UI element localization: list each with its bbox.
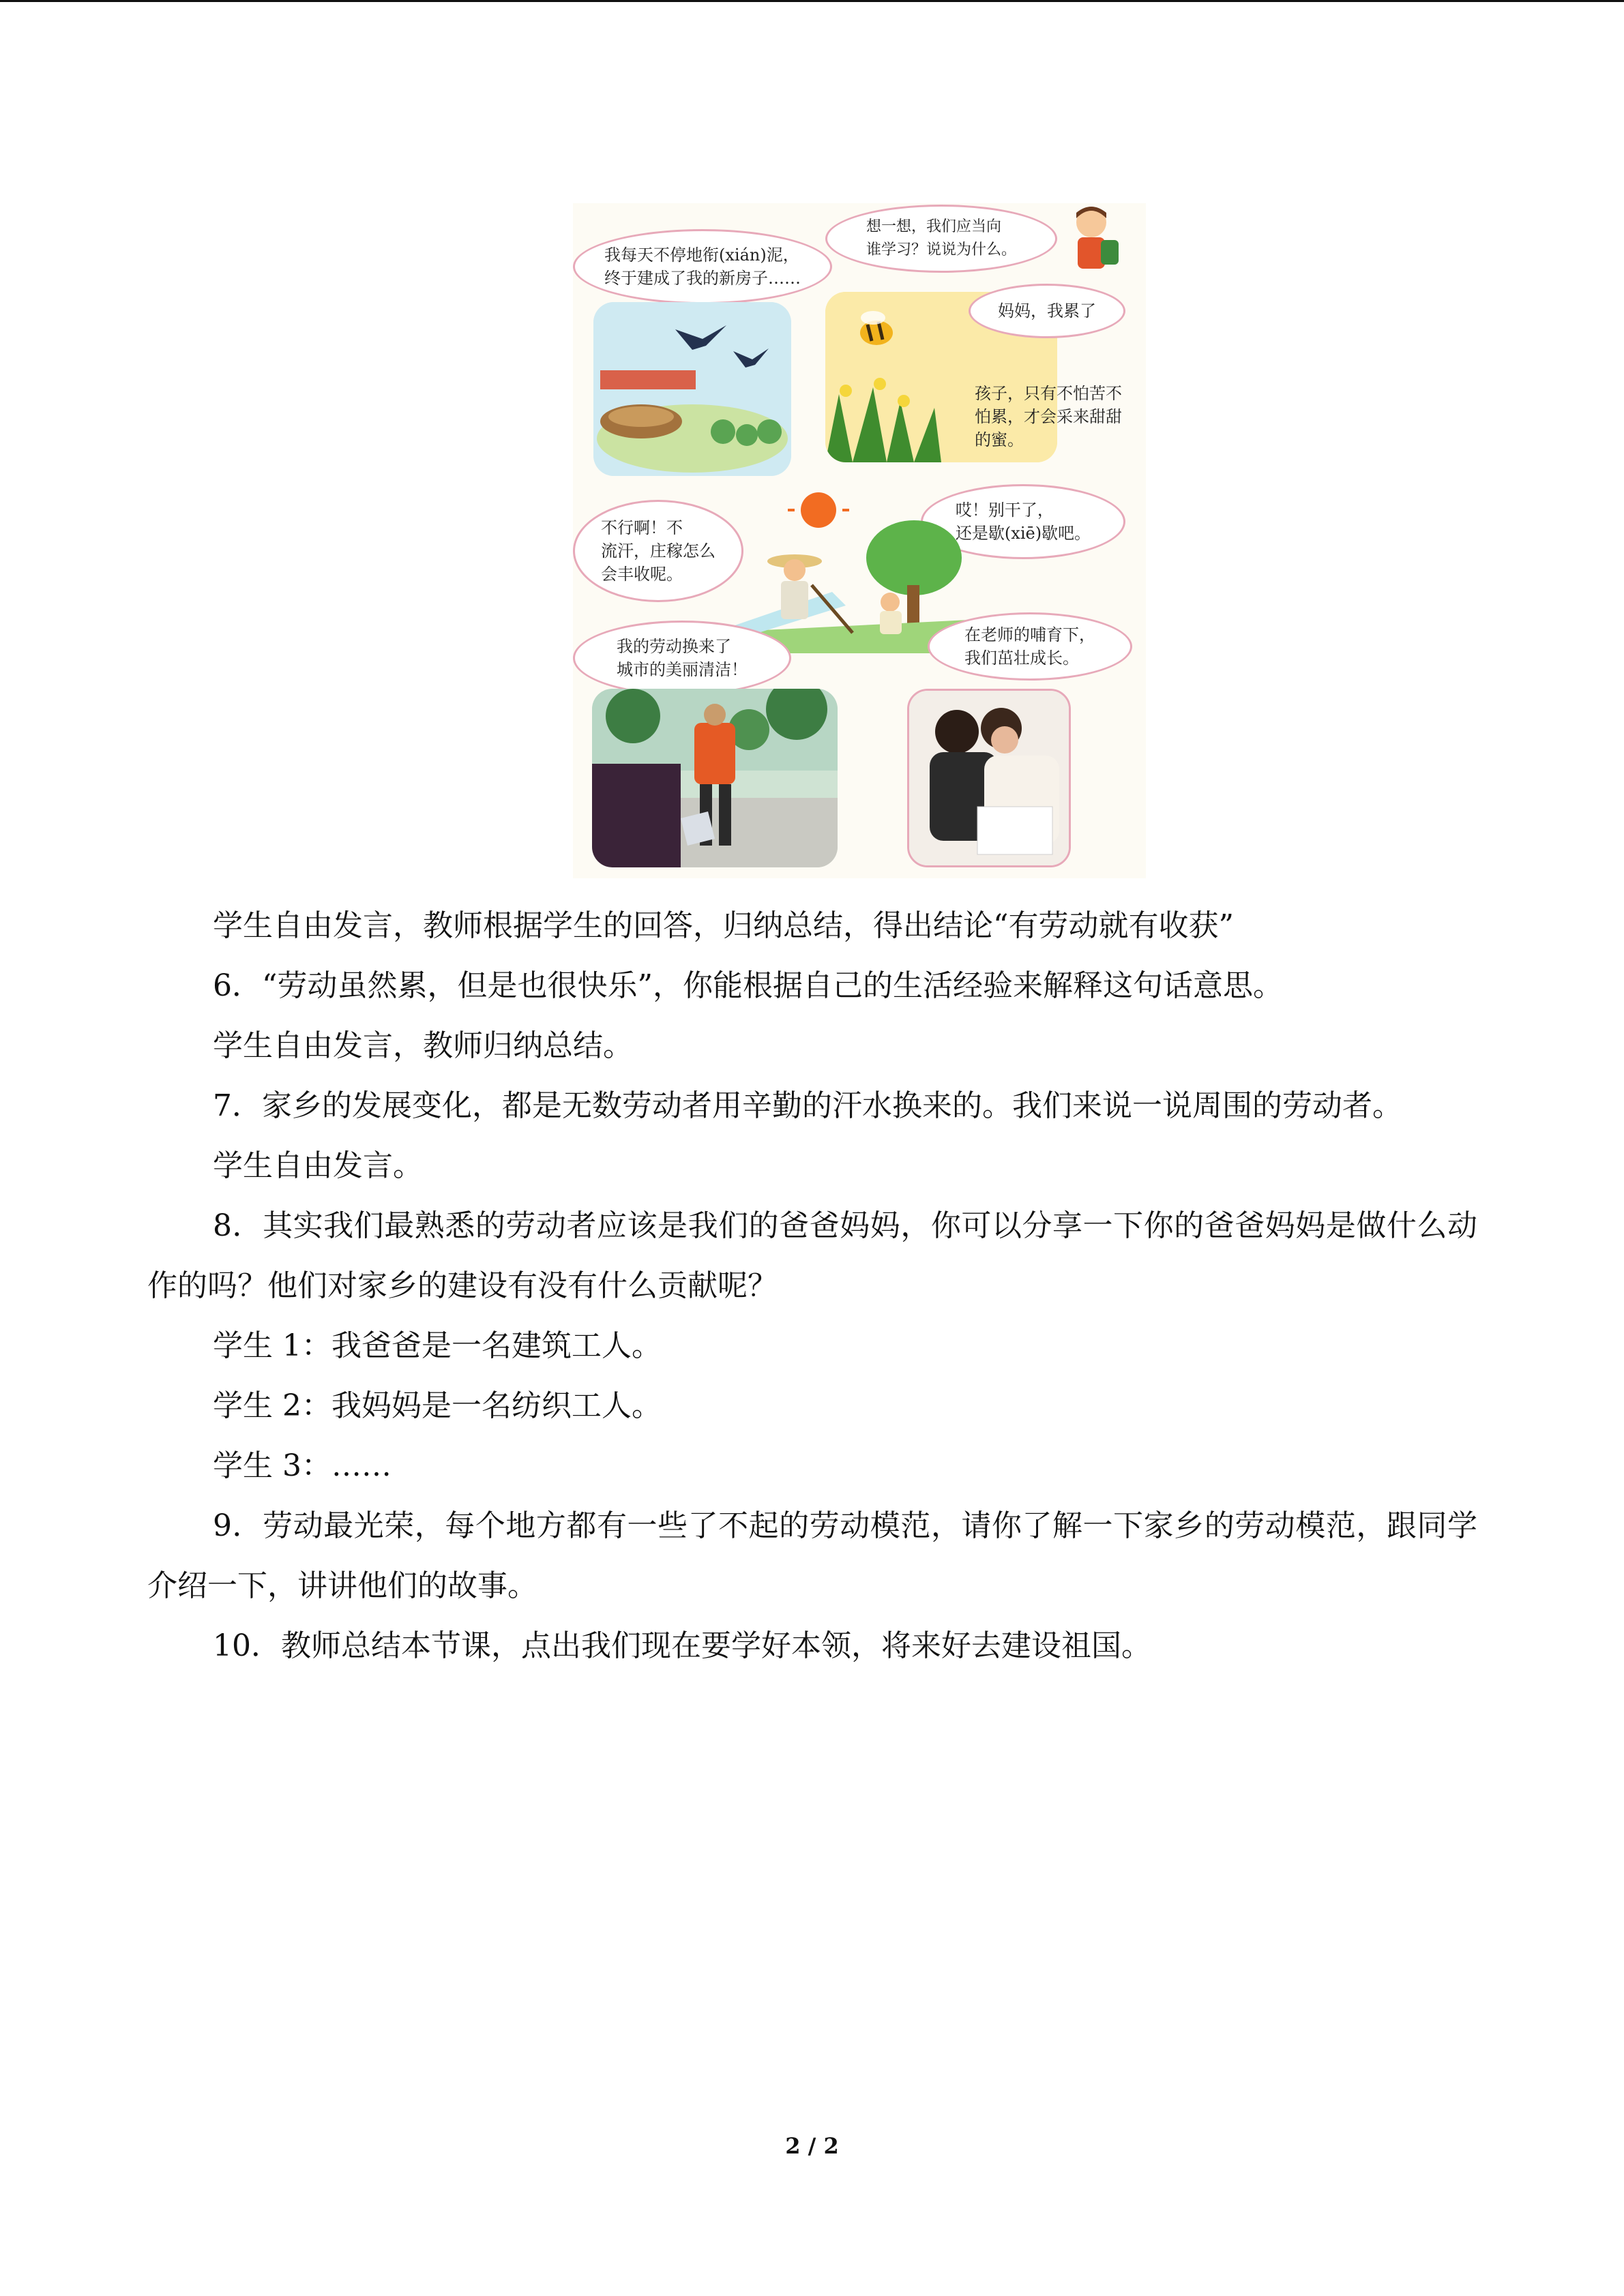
paragraph-item-10: 10．教师总结本节课，点出我们现在要学好本领，将来好去建设祖国。 <box>213 1628 1151 1663</box>
speech-bubble-teacher: 在老师的哺育下， 我们茁壮成长。 <box>928 612 1132 681</box>
street-cleaner-picture <box>592 689 838 867</box>
teacher-helping-student-picture <box>909 691 1071 867</box>
page-number: 2 / 2 <box>785 2133 839 2159</box>
speech-bubble-bee-mother: 孩子，只有不怕苦不 怕累，才会采来甜甜的蜜。 <box>975 384 1122 449</box>
paragraph-students-speak: 学生自由发言。 <box>213 1148 423 1183</box>
paragraph-student-2: 学生 2：我妈妈是一名纺织工人。 <box>213 1388 662 1423</box>
lesson-body-text <box>147 896 1477 1676</box>
speech-bubble-swallow: 我每天不停地衔(xián)泥， 终于建成了我的新房子…… <box>573 229 832 304</box>
paragraph-item-8: 8．其实我们最熟悉的劳动者应该是我们的爸爸妈妈，你可以分享一下你的爸爸妈妈是做什么动作的吗？他们对家乡的建设有没有什么贡献呢？ <box>147 1208 1477 1303</box>
paragraph-item-6: 6．“劳动虽然累，但是也很快乐”，你能根据自己的生活经验来解释这句话意思。 <box>213 968 1283 1003</box>
textbook-illustration <box>573 203 1146 878</box>
speech-bubble-bee-child: 妈妈，我累了 <box>969 284 1125 338</box>
speech-bubble-child-tired: 哎！别干了， 还是歇(xiē)歇吧。 <box>921 484 1125 559</box>
swallow-nest-panel <box>593 302 791 476</box>
speech-bubble-cleaner: 我的劳动换来了 城市的美丽清洁！ <box>573 621 791 696</box>
teacher-student-photo <box>907 689 1071 867</box>
swallows-building-nest-picture <box>593 302 791 476</box>
speech-bubble-farmer: 不行啊！不 流汗，庄稼怎么 会丰收呢。 <box>573 500 743 602</box>
paragraph-conclusion: 学生自由发言，教师根据学生的回答，归纳总结，得出结论“有劳动就有收获” <box>213 908 1234 943</box>
speech-bubble-question: 想一想，我们应当向 谁学习？说说为什么。 <box>825 205 1057 273</box>
paragraph-student-1: 学生 1：我爸爸是一名建筑工人。 <box>213 1328 662 1363</box>
top-border-line <box>0 0 1624 2</box>
paragraph-student-3: 学生 3：…… <box>213 1448 392 1483</box>
paragraph-teacher-summary: 学生自由发言，教师归纳总结。 <box>213 1028 633 1063</box>
paragraph-item-9: 9．劳动最光荣，每个地方都有一些了不起的劳动模范，请你了解一下家乡的劳动模范，跟同学介绍一下，讲讲他们的故事。 <box>147 1508 1477 1603</box>
boy-with-backpack-figure <box>1057 203 1125 271</box>
street-cleaner-photo <box>592 689 838 867</box>
paragraph-item-7: 7．家乡的发展变化，都是无数劳动者用辛勤的汗水换来的。我们来说一说周围的劳动者。 <box>213 1088 1402 1123</box>
